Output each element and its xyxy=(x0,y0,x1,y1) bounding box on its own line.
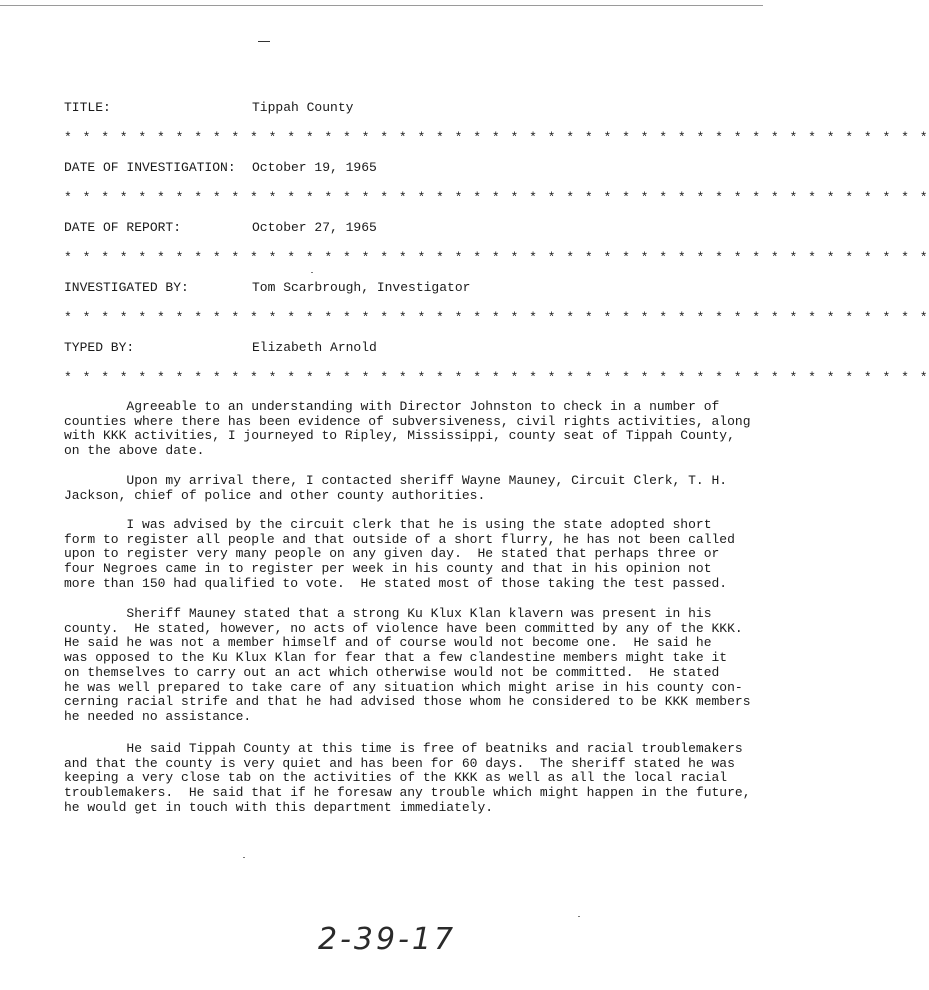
scan-speck xyxy=(311,272,313,273)
scan-speck xyxy=(243,857,245,858)
paragraph-3 xyxy=(64,517,735,592)
paragraph-line: on themselves to carry out an act which otherwise would not be committed. He stated xyxy=(64,664,720,680)
date-investigation-label: DATE OF INVESTIGATION: xyxy=(64,160,236,175)
paragraph-line: he needed no assistance. xyxy=(64,708,252,724)
dash-mark xyxy=(258,41,270,42)
paragraph-line: four Negroes came in to register per week in his county and that in his opinion not xyxy=(64,561,712,577)
separator-2: * * * * * * * * * * * * * * * * * * * * * * * * * * * * * * * * * * * * * * * * * * * * * * * xyxy=(64,190,929,205)
paragraph-2 xyxy=(64,474,732,503)
investigated-by-value: Tom Scarbrough, Investigator xyxy=(252,280,471,295)
paragraph-1 xyxy=(64,399,751,459)
paragraph-line: he would get in touch with this department immediately. xyxy=(64,799,494,815)
scan-speck xyxy=(578,916,580,917)
paragraph-line: troublemakers. He said that if he foresaw any trouble which might happen in the future, xyxy=(64,785,751,801)
paragraph-line: keeping a very close tab on the activities of the KKK as well as all the local racial xyxy=(64,770,728,786)
title-value: Tippah County xyxy=(252,100,354,115)
paragraph-line: more than 150 had qualified to vote. He stated most of those taking the test passed. xyxy=(64,575,728,591)
date-report-label: DATE OF REPORT: xyxy=(64,220,182,235)
paragraph-line: Sheriff Mauney stated that a strong Ku Klux Klan klavern was present in his xyxy=(64,606,712,621)
paragraph-line: he was well prepared to take care of any situation which might arise in his county con- xyxy=(64,679,743,695)
paragraph-line: counties where there has been evidence of subversiveness, civil rights activities, along xyxy=(64,413,751,429)
typed-by-value: Elizabeth Arnold xyxy=(252,340,377,355)
title-label: TITLE: xyxy=(64,100,111,115)
paragraph-line: form to register all people and that outside of a short flurry, he has not been called xyxy=(64,531,735,547)
paragraph-line: was opposed to the Ku Klux Klan for fear that a few clandestine members might take it xyxy=(64,650,728,666)
handwritten-file-number: 2-39-17 xyxy=(318,922,457,957)
paragraph-line: with KKK activities, I journeyed to Ripley, Mississippi, county seat of Tippah County, xyxy=(64,428,735,444)
typed-by-label: TYPED BY: xyxy=(64,340,135,355)
paragraph-line: on the above date. xyxy=(64,443,205,459)
paragraph-line: upon to register very many people on any given day. He stated that perhaps three or xyxy=(64,546,720,562)
separator-3: * * * * * * * * * * * * * * * * * * * * * * * * * * * * * * * * * * * * * * * * * * * * * * * xyxy=(64,250,929,265)
investigated-by-label: INVESTIGATED BY: xyxy=(64,280,189,295)
paragraph-line: and that the county is very quiet and has been for 60 days. The sheriff stated he was xyxy=(64,755,735,771)
paragraph-4 xyxy=(64,606,751,725)
separator-5: * * * * * * * * * * * * * * * * * * * * * * * * * * * * * * * * * * * * * * * * * * * * * * * xyxy=(64,370,929,385)
paragraph-line: Jackson, chief of police and other county authorities. xyxy=(64,487,486,503)
paragraph-line: county. He stated, however, no acts of violence have been committed by any of the KKK. xyxy=(64,620,743,636)
paragraph-5 xyxy=(64,741,751,816)
paragraph-line: Agreeable to an understanding with Director Johnston to check in a number of xyxy=(64,399,720,414)
top-scan-rule xyxy=(0,5,763,6)
date-investigation-value: October 19, 1965 xyxy=(252,160,377,175)
paragraph-line: He said he was not a member himself and of course would not become one. He said he xyxy=(64,635,712,651)
paragraph-line: cerning racial strife and that he had advised those whom he considered to be KKK members xyxy=(64,694,751,710)
separator-4: * * * * * * * * * * * * * * * * * * * * * * * * * * * * * * * * * * * * * * * * * * * * * * * xyxy=(64,310,929,325)
paragraph-line: Upon my arrival there, I contacted sheriff Wayne Mauney, Circuit Clerk, T. H. xyxy=(64,473,728,488)
paragraph-line: I was advised by the circuit clerk that he is using the state adopted short xyxy=(64,517,712,532)
date-report-value: October 27, 1965 xyxy=(252,220,377,235)
separator-1: * * * * * * * * * * * * * * * * * * * * * * * * * * * * * * * * * * * * * * * * * * * * * * * xyxy=(64,130,929,145)
paragraph-line: He said Tippah County at this time is free of beatniks and racial troublemakers xyxy=(64,741,743,756)
